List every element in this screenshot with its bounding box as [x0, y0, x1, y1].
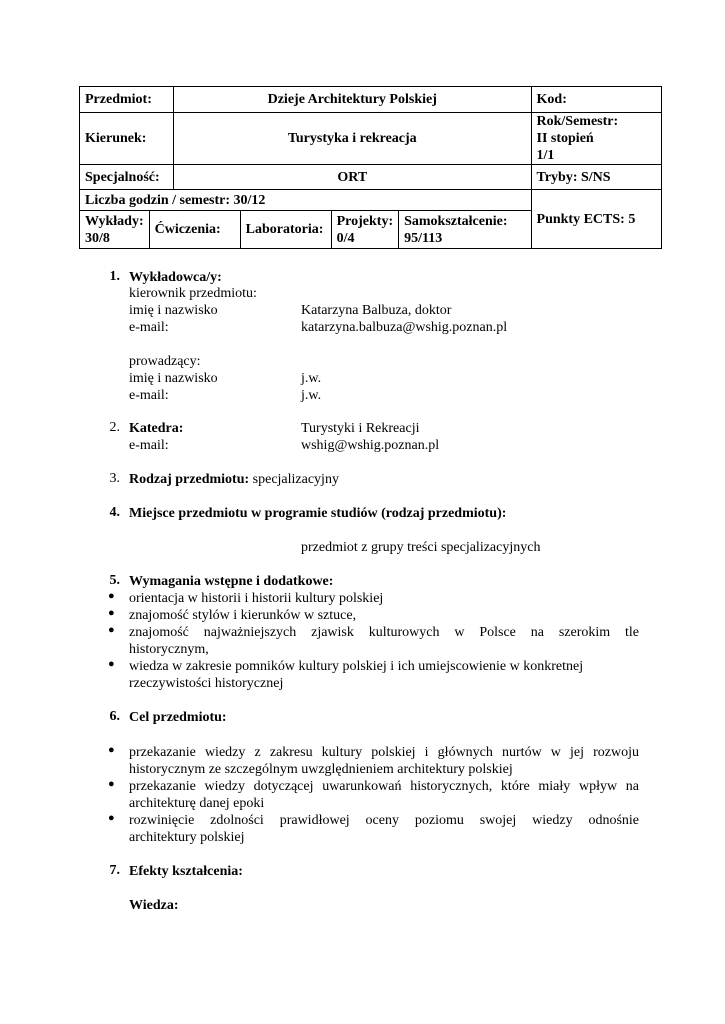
hours-per-semester: Liczba godzin / semestr: 30/12 — [80, 190, 532, 211]
bullet-icon: ● — [108, 607, 115, 619]
exercises-label: Ćwiczenia: — [149, 211, 240, 248]
field-label: Kierunek: — [80, 113, 174, 165]
ects-points: Punkty ECTS: 5 — [531, 190, 661, 249]
section-1-title: Wykładowca/y: — [129, 270, 222, 285]
bullet-icon: ● — [108, 658, 115, 670]
department-value: Turystyki i Rekreacji — [301, 421, 420, 436]
self-study-value: 95/113 — [404, 230, 443, 246]
prereq-4-line-2: rzeczywistości historycznej — [129, 676, 284, 691]
instructor-label: prowadzący: — [129, 354, 201, 369]
specialty-value: ORT — [173, 165, 531, 190]
prereq-1: orientacja w historii i historii kultury polskiej — [129, 591, 384, 606]
bullet-icon: ● — [108, 744, 115, 756]
lectures-cell — [80, 211, 149, 248]
department-email-value[interactable]: wshig@wshig.poznan.pl — [301, 438, 440, 453]
section-4-number: 4. — [109, 505, 120, 520]
course-header-table — [79, 86, 662, 249]
subject-type-value: specjalizacyjny — [249, 472, 339, 487]
instructor-name-label: imię i nazwisko — [129, 371, 218, 386]
lectures-value: 30/8 — [85, 230, 110, 246]
prereq-4-line-1: wiedza w zakresie pomników kultury polskiej i ich umiejscowienie w konkretnej — [129, 659, 584, 674]
leader-name-value: Katarzyna Balbuza, doktor — [301, 303, 452, 318]
section-2-number: 2. — [109, 420, 120, 435]
course-leader-label: kierownik przedmiotu: — [129, 286, 257, 301]
instructor-name-value: j.w. — [301, 371, 322, 386]
self-study-label: Samokształcenie: — [404, 213, 508, 229]
goal-1-line-1: przekazanie wiedzy z zakresu kultury polskiej i głównych nurtów w jej rozwoju — [129, 745, 639, 760]
bullet-icon: ● — [108, 778, 115, 790]
goal-1-line-2: historycznym ze szczególnym uwzględnieniem architektury polskiej — [129, 762, 513, 777]
field-value: Turystyka i rekreacja — [173, 113, 531, 165]
bullet-icon: ● — [108, 812, 115, 824]
hours-breakdown — [80, 211, 531, 248]
department-email-label: e-mail: — [129, 438, 169, 453]
specialty-label: Specjalność: — [80, 165, 174, 190]
section-3-number: 3. — [109, 471, 120, 486]
goal-2-line-1: przekazanie wiedzy dotyczącej uwarunkowań historycznych, które miały wpływ na — [129, 779, 639, 794]
lectures-label: Wykłady: — [85, 213, 144, 229]
section-3-title: Rodzaj przedmiotu: — [129, 472, 250, 487]
instructor-email-label: e-mail: — [129, 388, 169, 403]
instructor-email-value: j.w. — [301, 388, 322, 403]
prereq-3-line-2: historycznym, — [129, 642, 209, 657]
section-7-number: 7. — [109, 863, 120, 878]
section-2-title: Katedra: — [129, 421, 184, 436]
self-study-cell — [399, 211, 531, 248]
laboratories-label: Laboratoria: — [240, 211, 331, 248]
bullet-icon: ● — [108, 624, 115, 636]
goal-3-line-1: rozwinięcie zdolności prawidłowej oceny poziomu swojej wiedzy odnośnie — [129, 813, 639, 828]
subject-value: Dzieje Architektury Polskiej — [173, 87, 531, 113]
leader-email-label: e-mail: — [129, 320, 169, 335]
section-7-title: Efekty kształcenia: — [129, 864, 243, 879]
projects-cell — [331, 211, 399, 248]
projects-label: Projekty: — [336, 213, 394, 229]
prereq-2: znajomość stylów i kierunków w sztuce, — [129, 608, 357, 623]
leader-email-value[interactable]: katarzyna.balbuza@wshig.poznan.pl — [301, 320, 508, 335]
leader-name-label: imię i nazwisko — [129, 303, 218, 318]
year-semester-value: 1/1 — [536, 148, 555, 163]
year-semester-label: Rok/Semestr: — [536, 114, 619, 129]
goal-3-line-2: architektury polskiej — [129, 830, 245, 845]
year-semester-cell — [531, 113, 661, 165]
code-label: Kod: — [531, 87, 661, 113]
modes-value: Tryby: S/NS — [531, 165, 661, 190]
degree-level: II stopień — [536, 131, 594, 146]
bullet-icon: ● — [108, 590, 115, 602]
projects-value: 0/4 — [336, 230, 355, 246]
prereq-3-line-1: znajomość najważniejszych zjawisk kulturowych w Polsce na szerokim tle — [129, 625, 639, 640]
section-4-title: Miejsce przedmiotu w programie studiów (rodzaj przedmiotu): — [129, 506, 507, 521]
section-5-title: Wymagania wstępne i dodatkowe: — [129, 574, 334, 589]
goal-2-line-2: architekturę danej epoki — [129, 796, 265, 811]
section-5-number: 5. — [109, 573, 120, 588]
knowledge-heading: Wiedza: — [129, 898, 179, 913]
section-1-number: 1. — [109, 269, 120, 284]
section-6-title: Cel przedmiotu: — [129, 710, 227, 725]
section-6-number: 6. — [109, 709, 120, 724]
subject-label: Przedmiot: — [80, 87, 174, 113]
section-3-line — [129, 471, 339, 488]
subject-placement-value: przedmiot z grupy treści specjalizacyjnych — [301, 540, 541, 555]
